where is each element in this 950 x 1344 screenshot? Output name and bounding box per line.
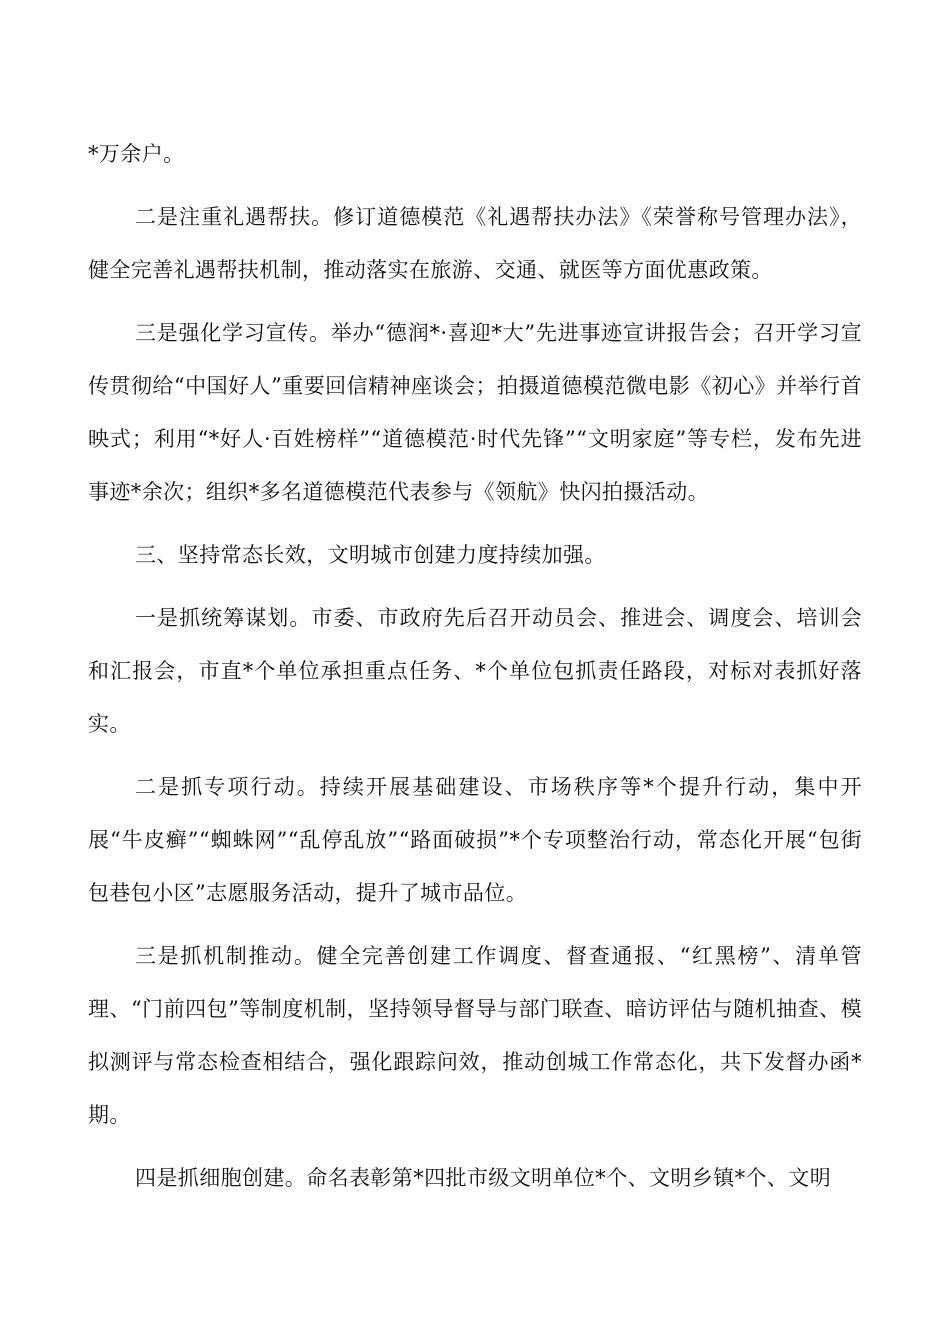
paragraph-special-actions: 二是抓专项行动。持续开展基础建设、市场秩序等*个提升行动，集中开展“牛皮癣”“蜘蛛网”“乱停乱放”“路面破损”*个专项整治行动，常态化开展“包街包巷包小区”志愿服务活动，提升了城市品位。 [88, 775, 862, 905]
document-page [88, 128, 862, 1215]
paragraph-courtesy-support: 二是注重礼遇帮扶。修订道德模范《礼遇帮扶办法》《荣誉称号管理办法》，健全完善礼遇帮扶机制，推动落实在旅游、交通、就医等方面优惠政策。 [88, 205, 862, 282]
paragraph-cell-creation: 四是抓细胞创建。命名表彰第*四批市级文明单位*个、文明乡镇*个、文明 [135, 1166, 832, 1190]
paragraph-mechanism: 三是抓机制推动。健全完善创建工作调度、督查通报、“红黑榜”、清单管理、“门前四包”等制度机制，坚持领导督导与部门联查、暗访评估与随机抽查、模拟测评与常态检查相结合，强化跟踪问效，推动创城工作常态化，共下发督办函*期。 [88, 944, 862, 1127]
section-heading-civilized-city: 三、坚持常态长效，文明城市创建力度持续加强。 [135, 543, 606, 567]
paragraph-study-publicity: 三是强化学习宣传。举办“德润*·喜迎*大”先进事迹宣讲报告会；召开学习宣传贯彻给“中国好人”重要回信精神座谈会；拍摄道德模范微电影《初心》并举行首映式；利用“*好人·百姓榜样”“道德模范·时代先锋”“文明家庭”等专栏，发布先进事迹*余次；组织*多名道德模范代表参与《领航》快闪拍摄活动。 [88, 321, 862, 504]
paragraph-overall-planning: 一是抓统筹谋划。市委、市政府先后召开动员会、推进会、调度会、培训会和汇报会，市直*个单位承担重点任务、*个单位包抓责任路段，对标对表抓好落实。 [88, 606, 862, 736]
paragraph-continuation: *万余户。 [88, 142, 185, 166]
